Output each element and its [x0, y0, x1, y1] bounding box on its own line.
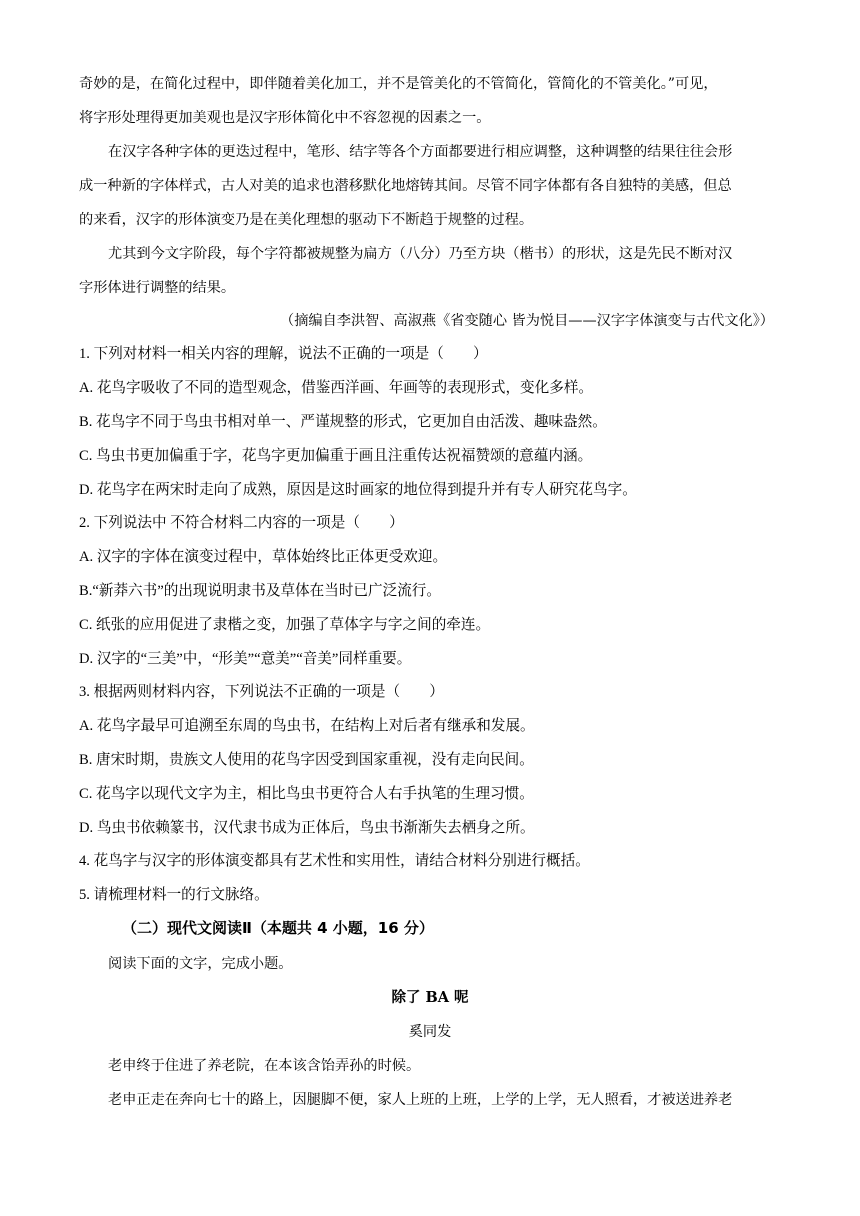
story-line: 老申正走在奔向七十的路上，因腿脚不便，家人上班的上班，上学的上学，无人照看，才被送进养老 — [108, 1092, 733, 1108]
passage-line: 成一种新的字体样式，古人对美的追求也潜移默化地熔铸其间。尽管不同字体都有各自独特的美感，但总 — [79, 178, 732, 194]
question-2: 2. 下列说法中 不符合材料二内容的一项是（ ） — [79, 515, 404, 531]
option-3a: A. 花鸟字最早可追溯至东周的鸟虫书，在结构上对后者有继承和发展。 — [79, 718, 535, 734]
option-1c: C. 鸟虫书更加偏重于字，花鸟字更加偏重于画且注重传达祝福赞颂的意蕴内涵。 — [79, 448, 593, 464]
story-title: 除了 BA 呢 — [391, 989, 469, 1006]
question-3: 3. 根据两则材料内容，下列说法不正确的一项是（ ） — [79, 684, 444, 700]
question-4: 4. 花鸟字与汉字的形体演变都具有艺术性和实用性，请结合材料分别进行概括。 — [79, 853, 590, 869]
passage-paragraph-start: 在汉字各种字体的更迭过程中，笔形、结字等各个方面都要进行相应调整，这种调整的结果往往会形 — [108, 144, 733, 160]
option-3c: C. 花鸟字以现代文字为主，相比鸟虫书更符合人右手执笔的生理习惯。 — [79, 786, 534, 802]
option-2a: A. 汉字的字体在演变过程中，草体始终比正体更受欢迎。 — [79, 549, 448, 565]
option-1d: D. 花鸟字在两宋时走向了成熟，原因是这时画家的地位得到提升并有专人研究花鸟字。 — [79, 482, 637, 498]
question-1: 1. 下列对材料一相关内容的理解，说法不正确的一项是（ ） — [79, 346, 488, 362]
passage-line: 的来看，汉字的形体演变乃是在美化理想的驱动下不断趋于规整的过程。 — [79, 212, 534, 228]
passage-line: 字形体进行调整的结果。 — [79, 280, 236, 296]
option-2d: D. 汉字的“三美”中，“形美”“意美”“音美”同样重要。 — [79, 651, 412, 667]
option-3d: D. 鸟虫书依赖篆书，汉代隶书成为正体后，鸟虫书渐渐失去栖身之所。 — [79, 820, 535, 836]
option-3b: B. 唐宋时期，贵族文人使用的花鸟字因受到国家重视，没有走向民间。 — [79, 752, 534, 768]
reading-instruction: 阅读下面的文字，完成小题。 — [108, 956, 293, 972]
section-heading: （二）现代文阅读Ⅱ（本题共 4 小题，16 分） — [122, 919, 434, 937]
option-1b: B. 花鸟字不同于鸟虫书相对单一、严谨规整的形式，它更加自由活泼、趣味盎然。 — [79, 414, 607, 430]
option-1a: A. 花鸟字吸收了不同的造型观念，借鉴西洋画、年画等的表现形式，变化多样。 — [79, 380, 594, 396]
passage-paragraph-start: 尤其到今文字阶段，每个字符都被规整为扁方（八分）乃至方块（楷书）的形状，这是先民不断对汉 — [108, 246, 733, 262]
option-2b: B.“新莽六书”的出现说明隶书及草体在当时已广泛流行。 — [79, 583, 441, 599]
passage-line: 将字形处理得更加美观也是汉字形体简化中不容忽视的因素之一。 — [79, 110, 491, 126]
option-2c: C. 纸张的应用促进了隶楷之变，加强了草体字与字之间的牵连。 — [79, 617, 491, 633]
passage-line: 奇妙的是，在简化过程中，即伴随着美化加工，并不是管美化的不管简化，管简化的不管美化。”可见， — [79, 76, 718, 92]
story-line: 老申终于住进了养老院，在本该含饴弄孙的时候。 — [108, 1058, 421, 1074]
source-citation: （摘编自李洪智、高淑燕《省变随心 皆为悦目——汉字字体演变与古代文化》） — [280, 313, 774, 329]
question-5: 5. 请梳理材料一的行文脉络。 — [79, 887, 269, 903]
story-author: 奚同发 — [408, 1024, 452, 1040]
